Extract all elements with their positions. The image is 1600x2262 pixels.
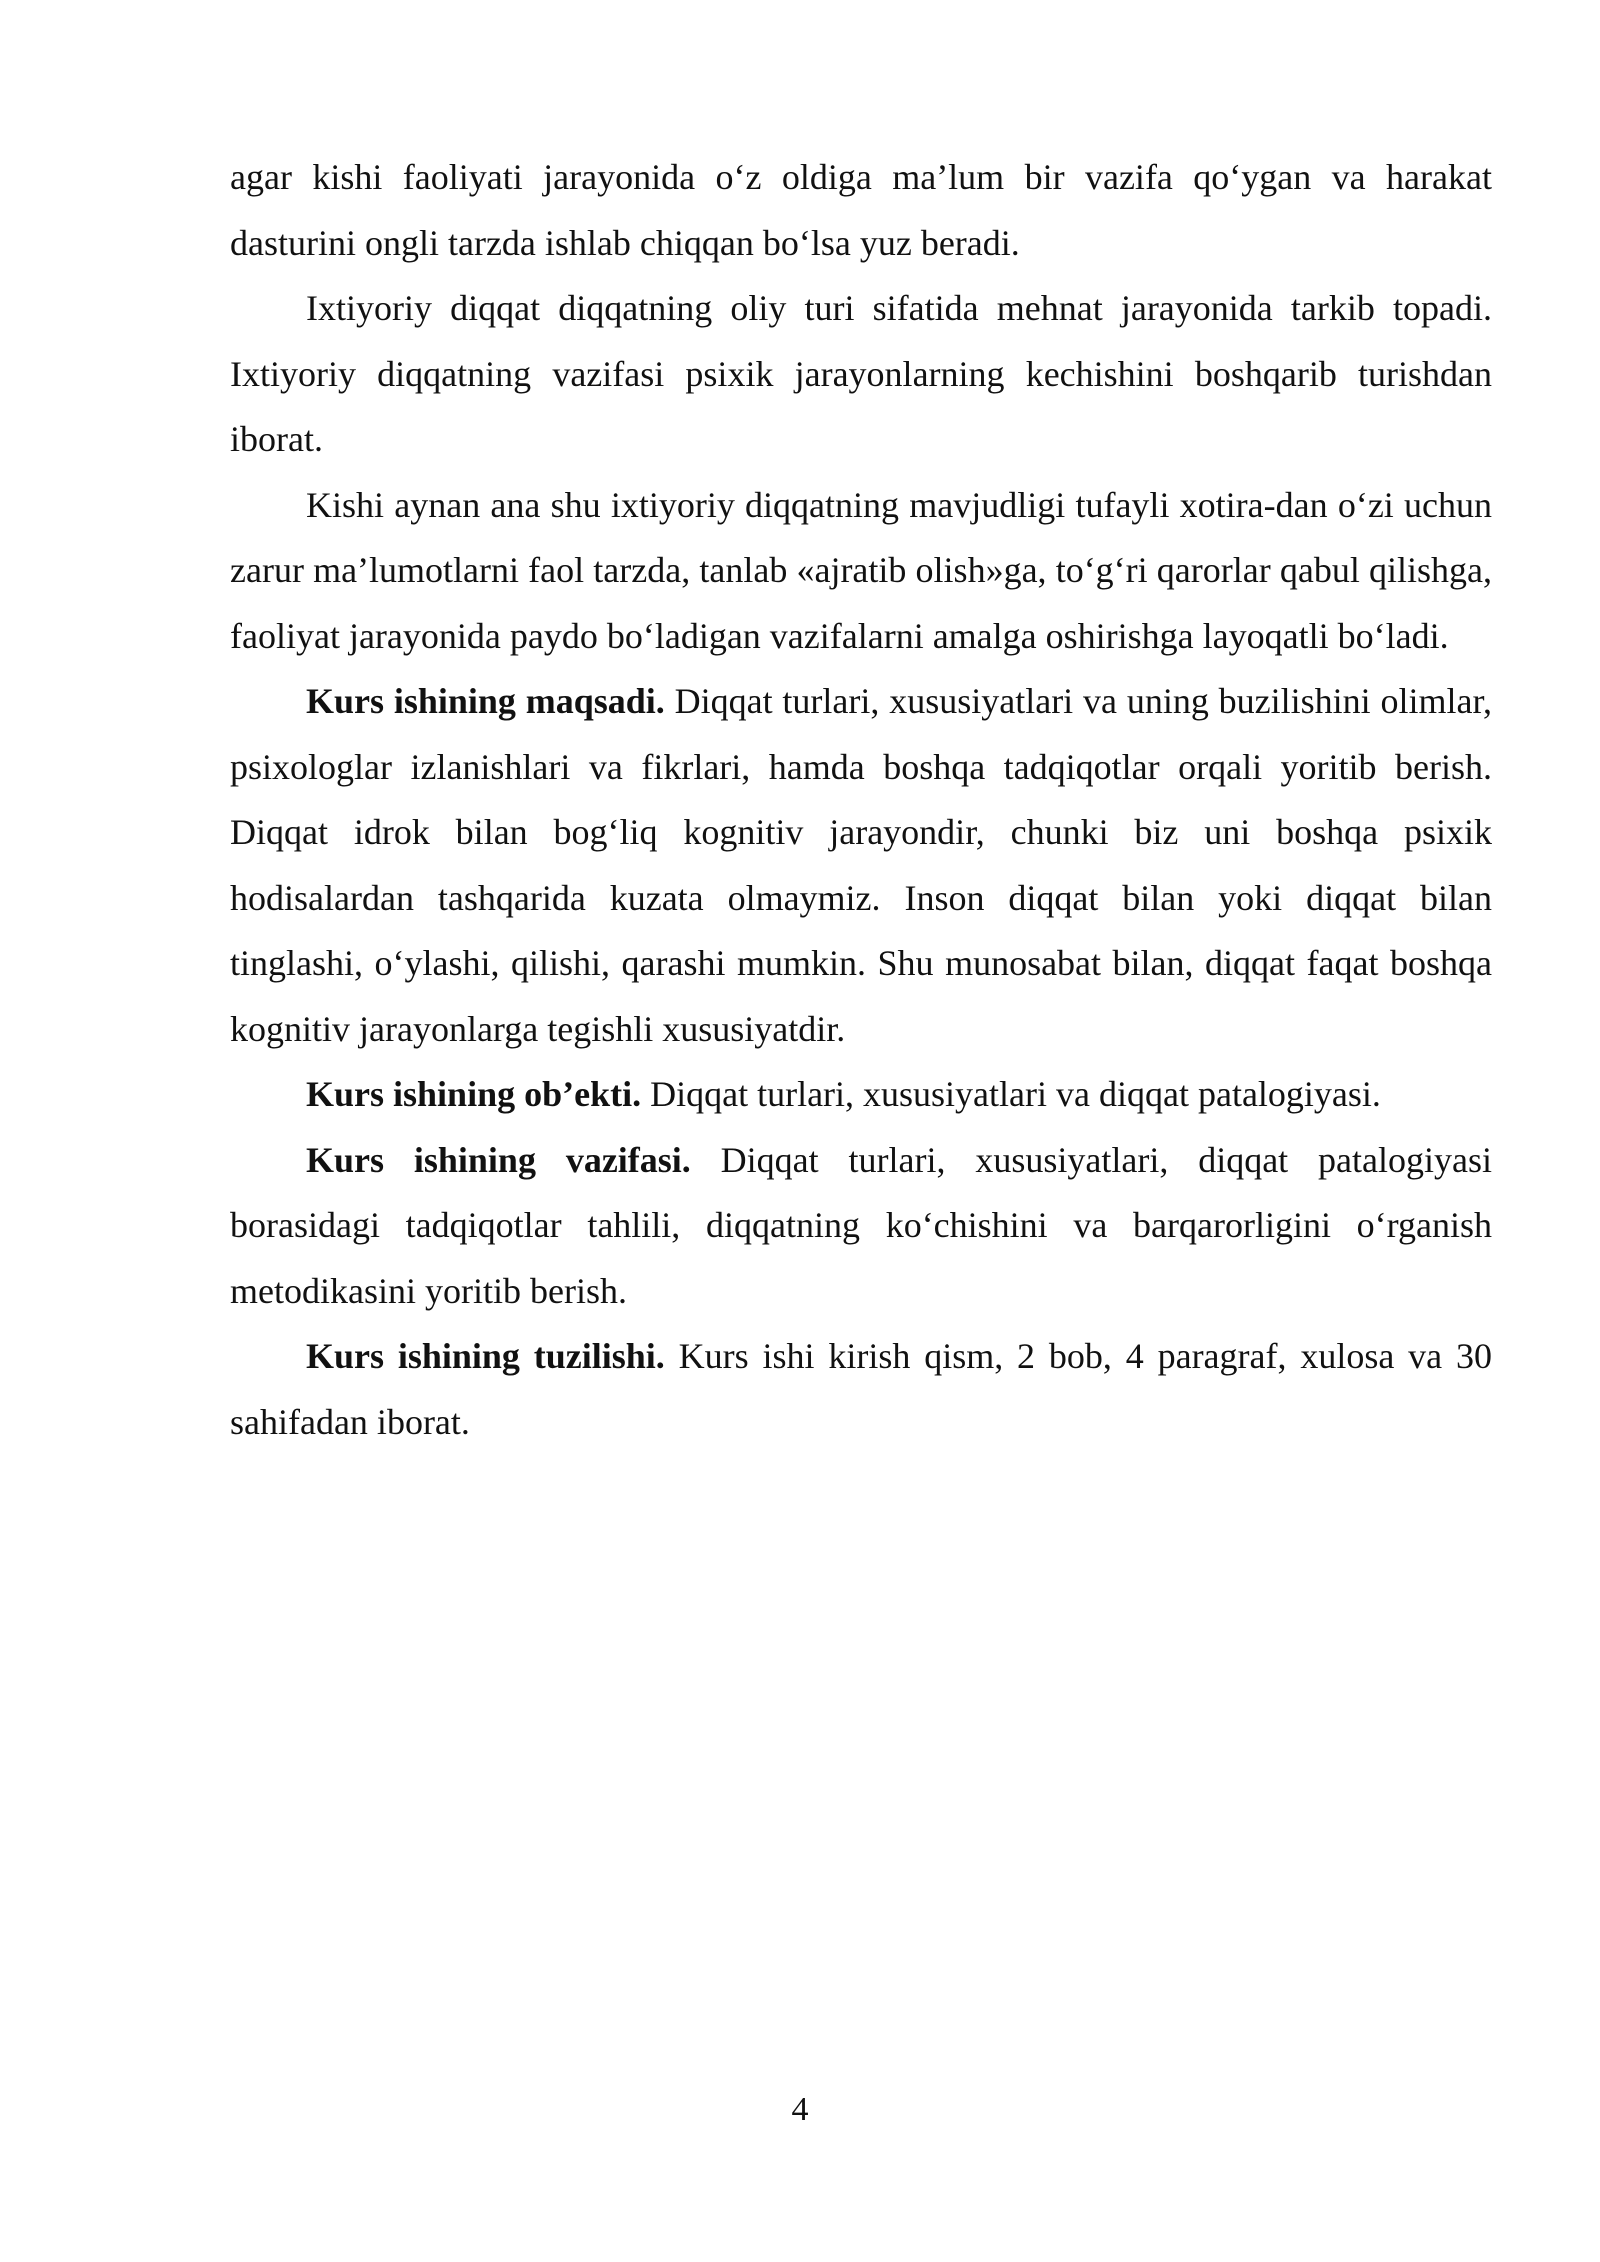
paragraph-text: Diqqat turlari, xususiyatlari, diqqat patalogiyasi borasidagi tadqiqotlar tahlili, diqqatning ko‘chishini va barqarorligini o‘rganish metodikasini yoritib berish. (230, 1139, 1492, 1311)
tasks-heading: Kurs ishining vazifasi. (306, 1139, 691, 1180)
page-number: 4 (791, 2091, 809, 2128)
paragraph-text: Diqqat turlari, xususiyatlari va uning buzilishini olimlar, psixologlar izlanishlari va fikrlari, hamda boshqa tadqiqotlar orqali yoritib berish. Diqqat idrok bilan bog‘liq kognitiv jarayondir, chunki biz uni boshqa psixik hodisalardan tashqarida kuzata olmaymiz. Inson diqqat bilan yoki diqqat bilan tinglashi, o‘ylashi, qilishi, qarashi mumkin. Shu munosabat bilan, diqqat faqat boshqa kognitiv jarayonlarga tegishli xususiyatdir. (230, 681, 1492, 1049)
paragraph-memory (230, 473, 1492, 670)
paragraph-voluntary-attention (230, 276, 1492, 473)
paragraph-text: Ixtiyoriy diqqat diqqatning oliy turi sifatida mehnat jarayonida tarkib topadi. Ixtiyoriy diqqatning vazifasi psixik jarayonlarning kechishini boshqarib turishdan iborat. (230, 288, 1492, 459)
object-heading: Kurs ishining ob’ekti. (306, 1074, 642, 1114)
paragraph-text: Kurs ishi kirish qism, 2 bob, 4 paragraf, xulosa va 30 sahifadan iborat. (230, 1336, 1492, 1442)
structure-heading: Kurs ishining tuzilishi. (306, 1336, 665, 1376)
paragraph-text: Kishi aynan ana shu ixtiyoriy diqqatning mavjudligi tufayli xotira-dan o‘zi uchun zarur ma’lumotlarni faol tarzda, tanlab «ajratib olish»ga, to‘g‘ri qarorlar qabul qilishga, faoliyat jarayonida paydo bo‘ladigan vazifalarni amalga oshirishga layoqatli bo‘ladi. (230, 484, 1492, 656)
paragraph-goal (230, 669, 1492, 1062)
paragraph-structure (230, 1324, 1492, 1455)
goal-heading: Kurs ishining maqsadi. (306, 681, 665, 721)
paragraph-object (230, 1062, 1492, 1128)
paragraph-tasks (230, 1128, 1492, 1325)
paragraph-text: agar kishi faoliyati jarayonida o‘z oldiga ma’lum bir vazifa qo‘ygan va harakat dasturini ongli tarzda ishlab chiqqan bo‘lsa yuz beradi. (230, 157, 1492, 263)
paragraph-continuation (230, 145, 1492, 276)
paragraph-text: Diqqat turlari, xususiyatlari va diqqat patalogiyasi. (641, 1074, 1381, 1114)
document-body (230, 145, 1492, 1455)
